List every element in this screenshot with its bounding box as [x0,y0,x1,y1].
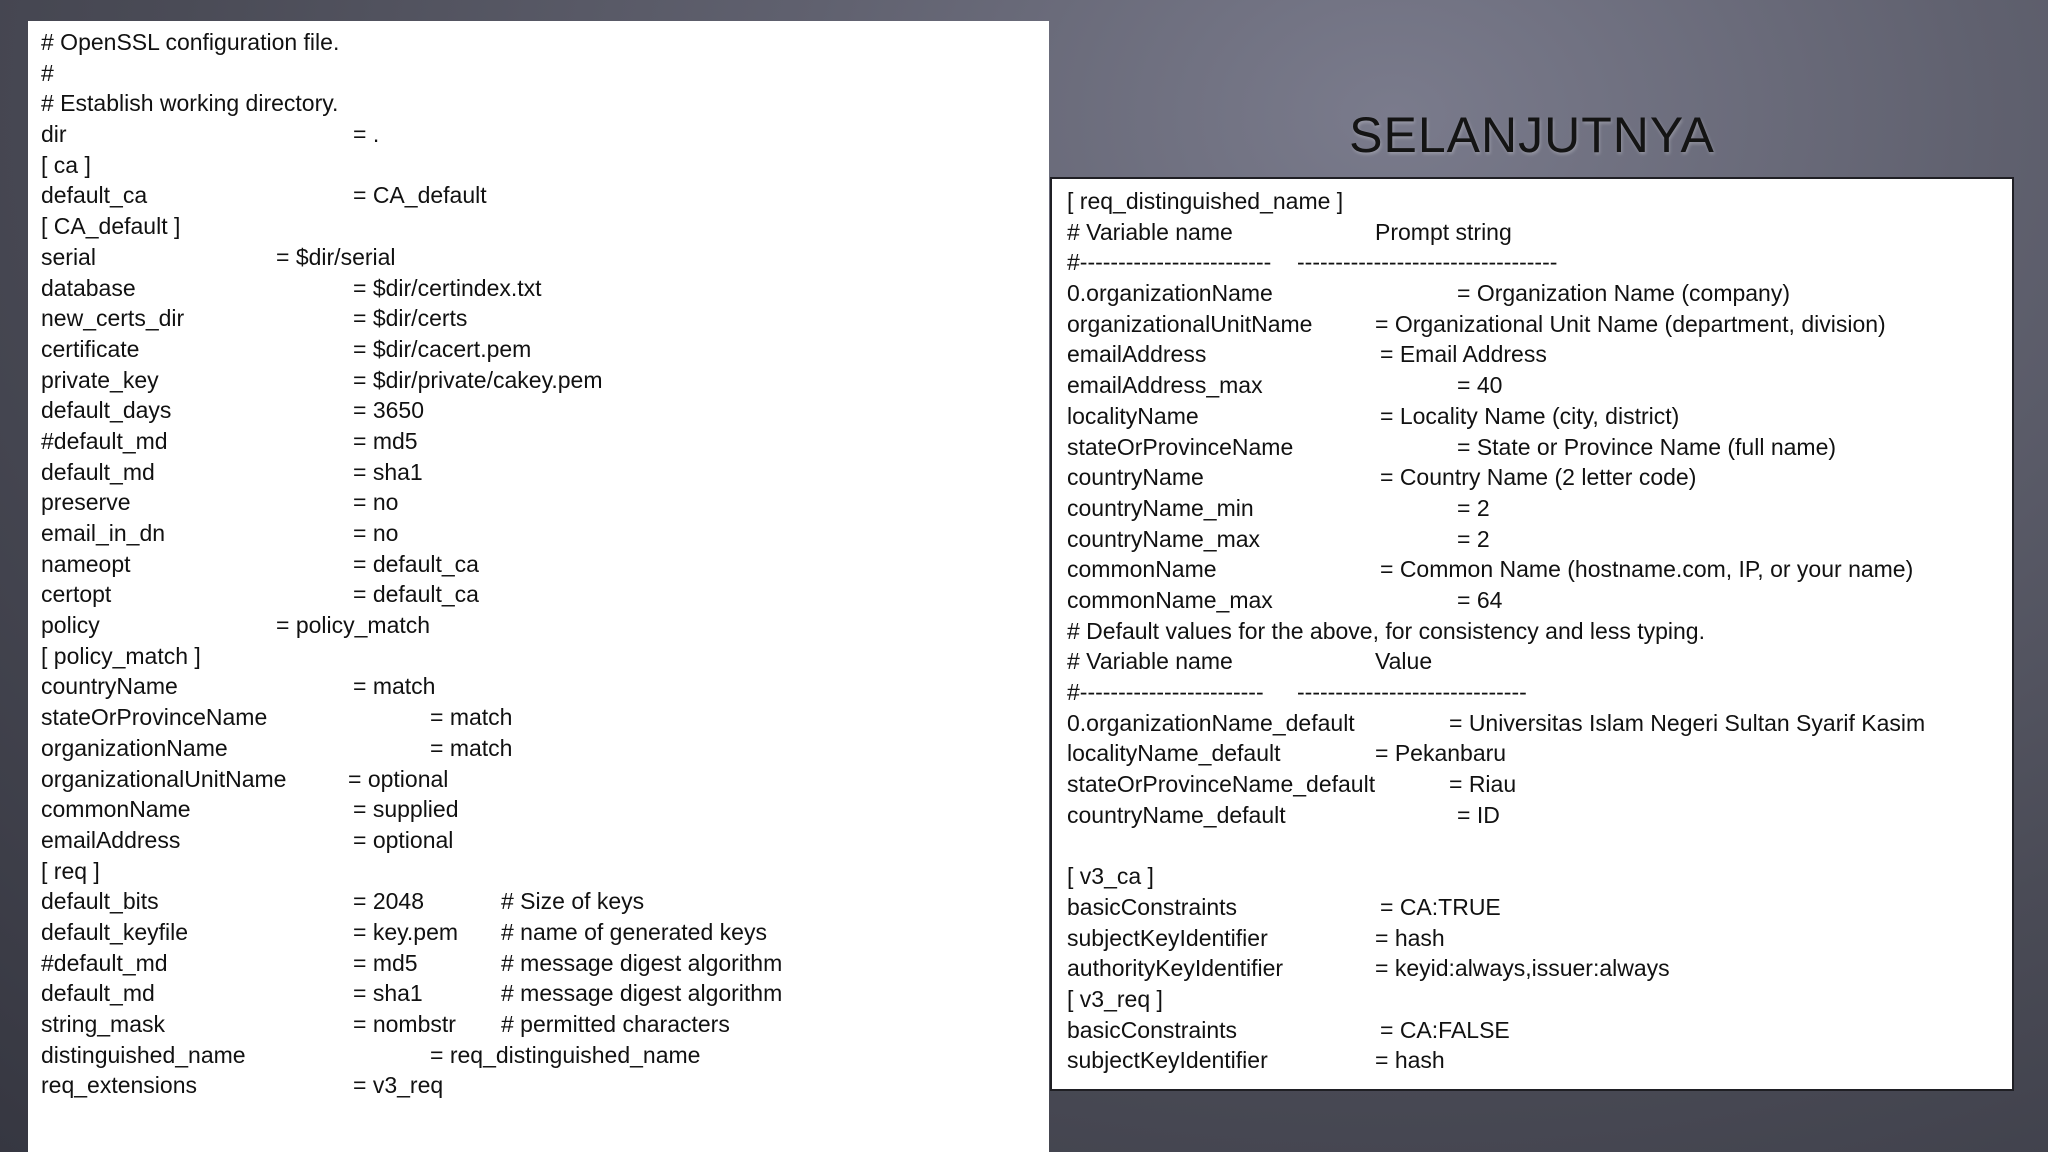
right-config-key: # Variable name [1067,648,1233,675]
left-config-line [41,180,1049,211]
right-config-value: = 2 [1457,494,1490,521]
right-config-key: [ v3_ca ] [1067,863,1154,890]
right-config-key: subjectKeyIdentifier [1067,924,1268,951]
right-config-line [1067,769,2012,800]
left-config-value: = 2048 [353,888,424,915]
left-config-key: certificate [41,335,140,362]
left-config-value: = md5 [353,427,418,454]
left-config-key: [ CA_default ] [41,213,181,240]
left-config-line [41,794,1049,825]
right-config-line [1067,432,2012,463]
left-config-value: = no [353,489,399,516]
left-config-comment: # message digest algorithm [501,949,783,976]
left-config-key: default_bits [41,888,159,915]
right-config-key: basicConstraints [1067,893,1238,920]
left-config-key: emailAddress [41,826,181,853]
left-config-value: = sha1 [353,458,423,485]
left-config-line [41,610,1049,641]
left-config-line [41,426,1049,457]
right-config-value: = Email Address [1380,341,1547,368]
right-config-key: # Default values for the above, for consistency and less typing. [1067,617,1705,644]
left-config-value: = supplied [353,796,459,823]
left-config-key: dir [41,121,67,148]
left-config-line [41,334,1049,365]
right-config-value: = hash [1375,924,1445,951]
left-config-key: countryName [41,673,178,700]
left-config-line [41,641,1049,672]
right-config-value: = Locality Name (city, district) [1380,402,1680,429]
left-config-key: #default_md [41,427,168,454]
right-config-key: #------------------------ [1067,679,1264,705]
right-config-line [1067,738,2012,769]
left-config-key: distinguished_name [41,1041,246,1068]
right-config-value: = Universitas Islam Negeri Sultan Syarif Kasim [1449,709,1926,736]
right-config-line [1067,892,2012,923]
right-config-line [1067,830,2012,861]
right-config-line [1067,1015,2012,1046]
left-config-key: default_ca [41,182,148,209]
right-config-line [1067,585,2012,616]
left-config-value: = 3650 [353,397,424,424]
right-config-line [1067,524,2012,555]
left-config-line [41,395,1049,426]
right-config-key: #------------------------- [1067,249,1272,276]
right-config-value: Prompt string [1375,218,1512,245]
left-config-key: serial [41,243,96,270]
left-config-key: policy [41,612,100,639]
left-config-line [41,242,1049,273]
right-config-line [1067,708,2012,739]
right-config-key: stateOrProvinceName [1067,433,1294,460]
right-config-line [1067,370,2012,401]
left-config-value: = $dir/cacert.pem [353,335,532,362]
right-config-value: Value [1375,648,1433,675]
left-config-value: = match [353,673,436,700]
left-config-value: = no [353,520,399,546]
left-config-comment: # message digest algorithm [501,980,783,1007]
left-config-key: # OpenSSL configuration file. [41,29,340,55]
left-config-value: = v3_req [353,1072,444,1099]
left-config-value: = match [430,734,513,761]
left-config-value: = $dir/certindex.txt [353,274,542,301]
left-config-line [41,518,1049,549]
left-config-line [41,702,1049,733]
right-config-line [1067,1045,2012,1076]
left-config-line [41,671,1049,702]
right-config-value: = 40 [1457,372,1503,399]
left-config-key: string_mask [41,1011,165,1037]
left-config-key: nameopt [41,550,131,577]
right-config-key: 0.organizationName [1067,280,1273,307]
left-config-comment: # Size of keys [501,888,645,915]
right-config-line [1067,493,2012,524]
right-config-key: countryName_default [1067,801,1286,828]
left-config-key: certopt [41,581,112,608]
left-config-line [41,211,1049,242]
right-config-line [1067,401,2012,432]
config-text-panel-right [1050,177,2014,1091]
right-config-value: ------------------------------ [1297,679,1527,705]
left-config-value: = default_ca [353,581,479,608]
left-config-line [41,58,1049,89]
right-config-value: = ID [1457,801,1500,828]
right-config-key: emailAddress [1067,341,1207,368]
right-config-line [1067,247,2012,278]
right-config-line [1067,616,2012,647]
right-config-line [1067,984,2012,1015]
left-config-line [41,733,1049,764]
right-config-value: = Riau [1449,771,1517,798]
right-config-key: countryName_min [1067,494,1254,521]
config-text-panel-left [28,21,1049,1152]
left-config-key: new_certs_dir [41,305,185,332]
right-config-key: localityName_default [1067,740,1281,767]
left-config-key: #default_md [41,949,168,976]
right-config-value: = 64 [1457,586,1503,613]
right-config-line [1067,923,2012,954]
left-config-key: [ ca ] [41,151,91,178]
left-config-value: = $dir/private/cakey.pem [353,366,603,393]
left-config-line [41,457,1049,488]
right-config-value: = Country Name (2 letter code) [1380,464,1697,491]
right-config-line [1067,462,2012,493]
right-config-value: = State or Province Name (full name) [1457,433,1837,460]
left-config-key: [ req ] [41,857,100,884]
right-config-key: localityName [1067,402,1199,429]
left-config-key: default_md [41,458,155,485]
right-config-line [1067,278,2012,309]
left-config-comment: # permitted characters [501,1011,730,1037]
left-config-comment: # name of generated keys [501,918,767,945]
left-config-line [41,549,1049,580]
left-config-line [41,1070,1049,1101]
left-config-line [41,764,1049,795]
left-config-line [41,303,1049,334]
left-config-key: [ policy_match ] [41,642,201,669]
left-config-key: default_keyfile [41,918,189,945]
left-config-key: req_extensions [41,1072,197,1099]
left-config-value: = policy_match [276,612,431,639]
right-config-line [1067,861,2012,892]
left-config-line [41,88,1049,119]
left-config-key: email_in_dn [41,520,166,546]
right-config-key: emailAddress_max [1067,372,1263,399]
right-config-line [1067,186,2012,217]
left-config-key: default_md [41,980,155,1007]
slide-title: SELANJUTNYA [1349,107,1715,163]
left-config-value: = $dir/certs [353,305,468,332]
left-config-line [41,487,1049,518]
right-config-value: ---------------------------------- [1297,249,1558,276]
left-config-value: = sha1 [353,980,423,1007]
right-config-key: countryName [1067,464,1204,491]
right-config-line [1067,800,2012,831]
right-config-key: organizationalUnitName [1067,310,1313,337]
left-config-line [41,273,1049,304]
right-config-line [1067,217,2012,248]
right-config-line [1067,953,2012,984]
left-config-line [41,886,1049,917]
right-config-value: = hash [1375,1047,1445,1074]
left-config-key: organizationName [41,734,228,761]
left-config-line [41,825,1049,856]
right-config-value: = keyid:always,issuer:always [1375,955,1670,982]
left-config-line [41,917,1049,948]
left-config-key: organizationalUnitName [41,765,287,792]
right-config-value: = Common Name (hostname.com, IP, or your name) [1380,556,1914,583]
left-config-key: preserve [41,489,131,516]
left-config-key: default_days [41,397,172,424]
right-config-value: = CA:FALSE [1380,1016,1510,1043]
left-config-value: = md5 [353,949,418,976]
left-config-value: = match [430,704,513,731]
left-config-value: = optional [353,826,454,853]
right-config-key: authorityKeyIdentifier [1067,955,1284,982]
right-config-line [1067,646,2012,677]
left-config-line [41,1040,1049,1071]
right-config-line [1067,309,2012,340]
right-config-value: = CA:TRUE [1380,893,1501,920]
right-config-key: 0.organizationName_default [1067,709,1355,736]
right-config-key: [ req_distinguished_name ] [1067,188,1344,214]
right-config-key: countryName_max [1067,525,1261,552]
right-config-line [1067,554,2012,585]
right-config-key: commonName [1067,556,1217,583]
left-config-line [41,856,1049,887]
right-config-value: = Organization Name (company) [1457,280,1791,307]
left-config-line [41,978,1049,1009]
left-config-value: = nombstr [353,1011,456,1037]
left-config-key: database [41,274,136,301]
left-config-line [41,27,1049,58]
right-config-key: # Variable name [1067,218,1233,245]
left-config-value: = key.pem [353,918,459,945]
right-config-value: = Organizational Unit Name (department, division) [1375,310,1886,337]
left-config-line [41,1009,1049,1040]
left-config-line [41,365,1049,396]
left-config-value: = CA_default [353,182,487,209]
right-config-key: commonName_max [1067,586,1273,613]
left-config-key: # Establish working directory. [41,90,339,117]
left-config-line [41,948,1049,979]
right-config-key: subjectKeyIdentifier [1067,1047,1268,1074]
left-config-value: = req_distinguished_name [430,1041,701,1068]
left-config-key: commonName [41,796,191,823]
left-config-line [41,150,1049,181]
left-config-value: = optional [348,765,449,792]
left-config-value: = default_ca [353,550,479,577]
right-config-line [1067,677,2012,708]
left-config-key: private_key [41,366,159,393]
right-config-value: = 2 [1457,525,1490,552]
left-config-value: = $dir/serial [276,243,396,270]
right-config-line [1067,339,2012,370]
left-config-key: # [41,59,54,86]
left-config-value: = . [353,121,380,148]
left-config-key: stateOrProvinceName [41,704,268,731]
right-config-value: = Pekanbaru [1375,740,1507,767]
right-config-key: basicConstraints [1067,1016,1238,1043]
right-config-key: [ v3_req ] [1067,985,1163,1012]
right-config-key: stateOrProvinceName_default [1067,771,1376,798]
left-config-line [41,119,1049,150]
left-config-line [41,579,1049,610]
